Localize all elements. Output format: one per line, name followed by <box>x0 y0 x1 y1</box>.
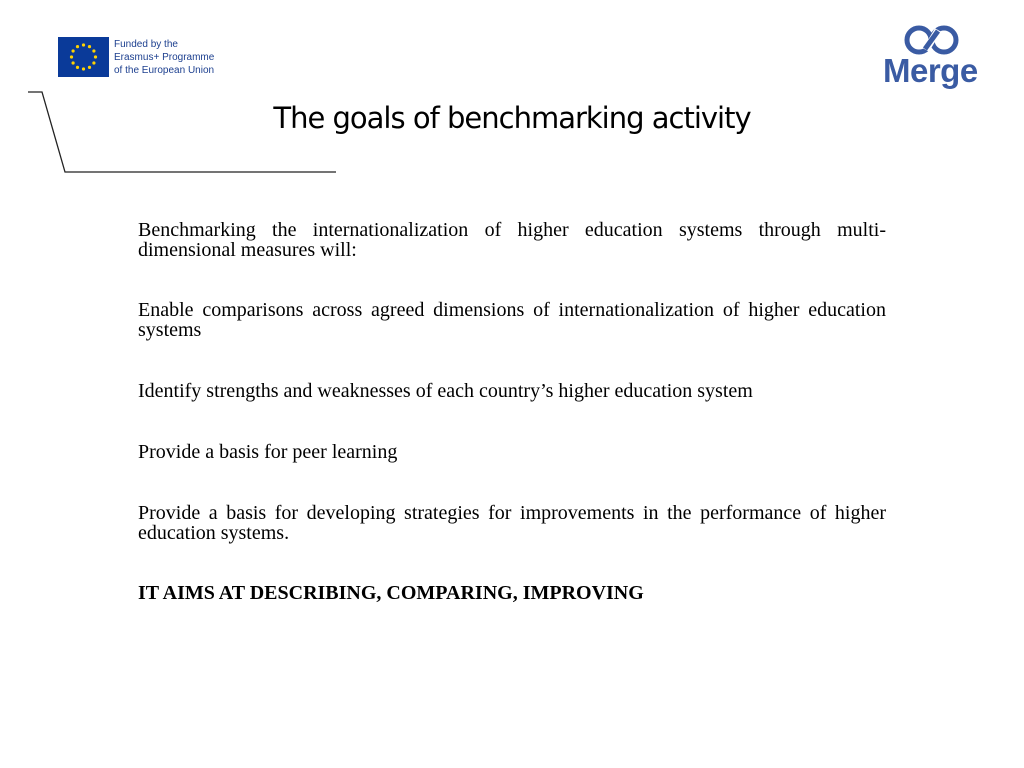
funding-line: Erasmus+ Programme <box>114 52 215 63</box>
slide-title: The goals of benchmarking activity <box>273 101 751 135</box>
goal-paragraph: Identify strengths and weaknesses of each country’s higher education system <box>138 380 753 402</box>
brand-name: Merge <box>883 52 978 89</box>
goal-paragraph: Provide a basis for developing strategies for improvements in the performance of higher education systems. <box>138 502 886 544</box>
merge-logo <box>878 24 990 98</box>
goal-paragraph: Provide a basis for peer learning <box>138 441 398 463</box>
funding-line: of the European Union <box>114 65 215 76</box>
closing-statement: IT AIMS AT DESCRIBING, COMPARING, IMPROVING <box>138 582 644 604</box>
funding-line: Funded by the <box>114 39 178 50</box>
intro-paragraph: Benchmarking the internationalization of higher education systems through multi-dimensional measures will: <box>138 219 886 261</box>
goal-paragraph: Enable comparisons across agreed dimensions of internationalization of higher education systems <box>138 299 886 341</box>
slide-body <box>138 220 886 605</box>
decorative-corner-line <box>0 0 340 180</box>
